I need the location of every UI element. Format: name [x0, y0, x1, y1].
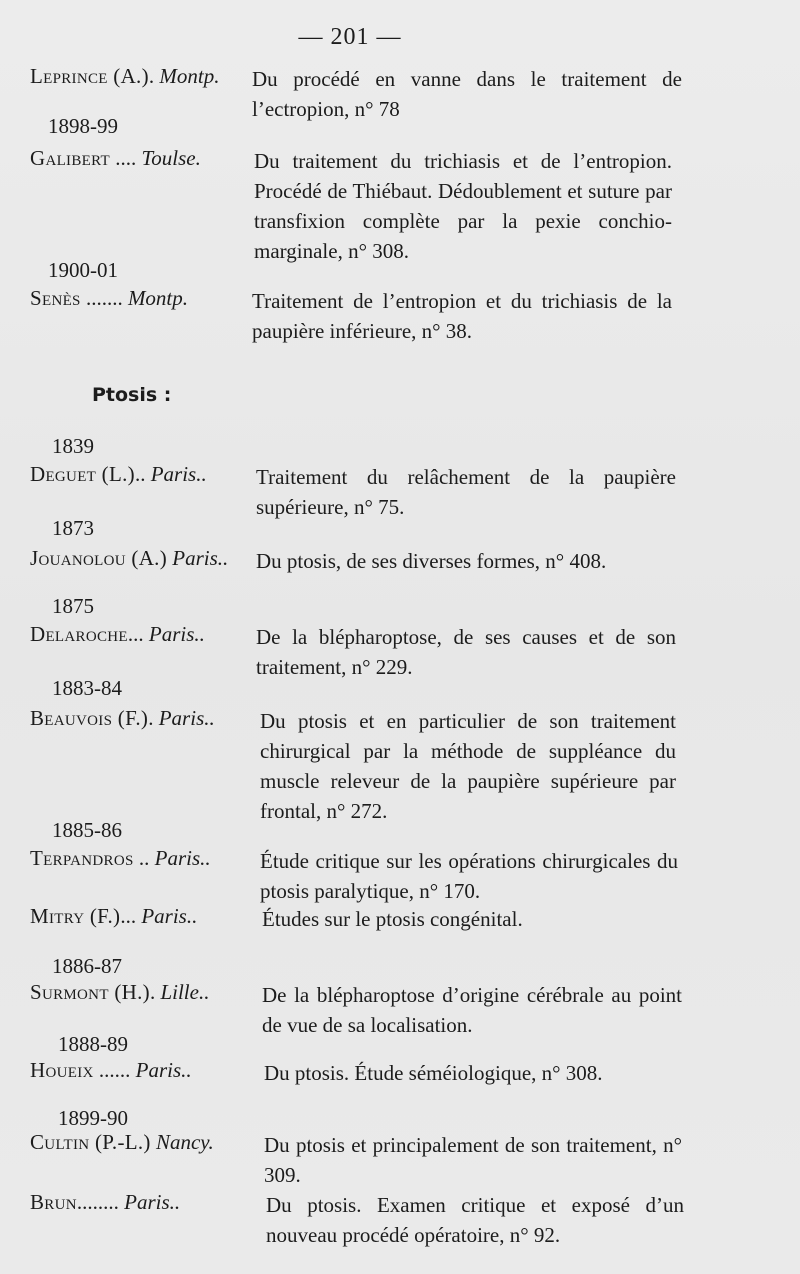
- entry-city: Paris..: [158, 706, 215, 730]
- entry-city: Paris..: [135, 1058, 192, 1082]
- entry-city: Paris..: [148, 622, 205, 646]
- entry-title: Du ptosis, de ses diverses formes, n° 408.: [256, 549, 607, 573]
- entry-author: Deguet (L.).. Paris..: [30, 462, 207, 486]
- entry-city: Paris..: [141, 904, 198, 928]
- entry-author: Senès ....... Montp.: [30, 286, 189, 310]
- entry-title: Du ptosis. Étude séméiologique, n° 308.: [264, 1061, 603, 1085]
- entry-author: Terpandros .. Paris..: [30, 846, 211, 870]
- entry-author: Beauvois (F.). Paris..: [30, 706, 215, 730]
- entry-city: Montp.: [159, 64, 220, 88]
- entry-title: De la blépharoptose d’origine cérébrale au point de vue de sa localisation.: [262, 983, 682, 1037]
- year-label: 1885-86: [52, 818, 122, 842]
- year-label: 1888-89: [58, 1032, 128, 1056]
- entry-author: Leprince (A.). Montp.: [30, 64, 220, 88]
- entry-author: Mitry (F.)... Paris..: [30, 904, 198, 928]
- entry-title: Traitement du relâchement de la paupière supérieure, n° 75.: [256, 465, 676, 519]
- year-label: 1873: [52, 516, 94, 540]
- entry-title: Étude critique sur les opérations chirurgicales du ptosis paralytique, n° 170.: [260, 849, 678, 903]
- year-label: 1839: [52, 434, 94, 458]
- year-label: 1899-90: [58, 1106, 128, 1130]
- entry-city: Toulse.: [141, 146, 201, 170]
- entry-city: Paris..: [150, 462, 207, 486]
- entry-author: Cultin (P.-L.) Nancy.: [30, 1130, 214, 1154]
- entry-city: Lille..: [160, 980, 210, 1004]
- entry-author: Surmont (H.). Lille..: [30, 980, 210, 1004]
- year-label: 1900-01: [48, 258, 118, 282]
- entry-city: Paris..: [124, 1190, 181, 1214]
- year-label: 1883-84: [52, 676, 122, 700]
- entry-author: Galibert .... Toulse.: [30, 146, 201, 170]
- year-label: 1875: [52, 594, 94, 618]
- entry-city: Nancy.: [155, 1130, 214, 1154]
- entry-author: Brun........ Paris..: [30, 1190, 181, 1214]
- entry-author: Houeix ...... Paris..: [30, 1058, 192, 1082]
- entry-title: Traitement de l’entropion et du trichiasis de la paupière inférieure, n° 38.: [252, 289, 672, 343]
- entry-title: Études sur le ptosis congénital.: [262, 907, 523, 931]
- entry-city: Montp.: [127, 286, 189, 310]
- entry-title: Du traitement du trichiasis et de l’entropion. Procédé de Thiébaut. Dédoublement et suture par transfixion complète par la pexie conchio-marginale, n° 308.: [254, 149, 672, 263]
- year-label: 1886-87: [52, 954, 122, 978]
- page-number: — 201 —: [298, 24, 402, 50]
- entry-title: Du ptosis et en particulier de son traitement chirurgical par la méthode de suppléance du muscle releveur de la paupière supérieure par frontal, n° 272.: [260, 709, 676, 823]
- entry-author: Delaroche... Paris..: [30, 622, 205, 646]
- entry-title: De la blépharoptose, de ses causes et de son traitement, n° 229.: [256, 625, 676, 679]
- entry-city: Paris..: [172, 546, 229, 570]
- section-heading: Ptosis :: [92, 384, 172, 406]
- entry-title: Du ptosis. Examen critique et exposé d’un nouveau procédé opératoire, n° 92.: [266, 1193, 684, 1247]
- entry-author: Jouanolou (A.) Paris..: [30, 546, 229, 570]
- entry-title: Du ptosis et principalement de son traitement, n° 309.: [264, 1133, 682, 1187]
- year-label: 1898-99: [48, 114, 118, 138]
- entry-city: Paris..: [154, 846, 211, 870]
- entry-title: Du procédé en vanne dans le traitement de l’ectropion, n° 78: [252, 67, 682, 121]
